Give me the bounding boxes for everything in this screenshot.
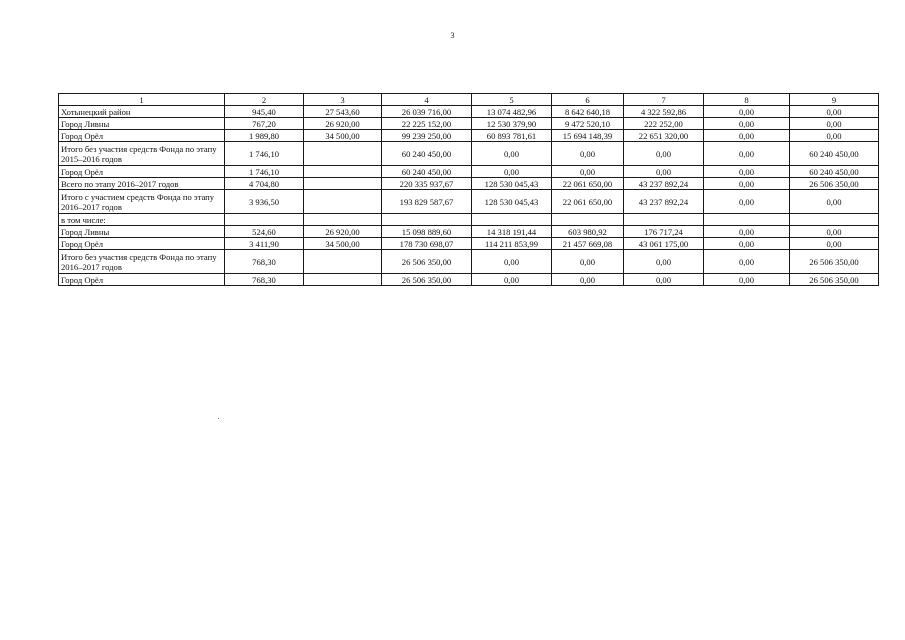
header-cell: 2 xyxy=(225,94,304,106)
value-cell: 9 472 520,10 xyxy=(552,118,624,130)
row-label-cell: Город Орёл xyxy=(59,130,225,142)
value-cell: 768,30 xyxy=(225,274,304,286)
value-cell: 0,00 xyxy=(704,130,790,142)
header-cell: 4 xyxy=(382,94,472,106)
value-cell: 43 237 892,24 xyxy=(624,190,704,214)
value-cell: 34 500,00 xyxy=(304,130,382,142)
value-cell xyxy=(225,214,304,226)
row-label-cell: Итого без участия средств Фонда по этапу 2015–2016 годов xyxy=(59,142,225,166)
value-cell: 178 730 698,07 xyxy=(382,238,472,250)
value-cell: 26 920,00 xyxy=(304,118,382,130)
value-cell: 0,00 xyxy=(704,190,790,214)
row-label-cell: Город Ливны xyxy=(59,118,225,130)
value-cell: 0,00 xyxy=(472,250,552,274)
header-cell: 6 xyxy=(552,94,624,106)
value-cell: 8 642 640,18 xyxy=(552,106,624,118)
value-cell: 0,00 xyxy=(790,106,879,118)
table-row xyxy=(59,130,879,142)
scan-speck xyxy=(218,418,219,419)
table-header-row xyxy=(59,94,879,106)
value-cell: 4 322 592,86 xyxy=(624,106,704,118)
value-cell: 3 411,90 xyxy=(225,238,304,250)
value-cell: 27 543,60 xyxy=(304,106,382,118)
row-label-cell: Итого без участия средств Фонда по этапу 2016–2017 годов xyxy=(59,250,225,274)
value-cell: 60 240 450,00 xyxy=(790,142,879,166)
value-cell: 12 530 379,90 xyxy=(472,118,552,130)
value-cell: 0,00 xyxy=(552,166,624,178)
data-table xyxy=(58,93,879,286)
table-row xyxy=(59,142,879,166)
value-cell: 60 240 450,00 xyxy=(382,142,472,166)
table-row xyxy=(59,118,879,130)
value-cell: 0,00 xyxy=(704,250,790,274)
value-cell: 15 098 889,60 xyxy=(382,226,472,238)
value-cell: 22 061 650,00 xyxy=(552,190,624,214)
value-cell: 603 980,92 xyxy=(552,226,624,238)
value-cell: 0,00 xyxy=(790,238,879,250)
value-cell: 0,00 xyxy=(472,166,552,178)
value-cell: 26 039 716,00 xyxy=(382,106,472,118)
row-label-cell: в том числе: xyxy=(59,214,225,226)
value-cell: 0,00 xyxy=(704,106,790,118)
value-cell: 0,00 xyxy=(624,166,704,178)
value-cell: 26 506 350,00 xyxy=(790,274,879,286)
value-cell: 26 920,00 xyxy=(304,226,382,238)
value-cell: 3 936,50 xyxy=(225,190,304,214)
table-row xyxy=(59,238,879,250)
value-cell: 0,00 xyxy=(552,142,624,166)
value-cell xyxy=(382,214,472,226)
value-cell: 14 318 191,44 xyxy=(472,226,552,238)
header-cell: 5 xyxy=(472,94,552,106)
value-cell: 0,00 xyxy=(552,274,624,286)
value-cell: 0,00 xyxy=(704,178,790,190)
value-cell: 176 717,24 xyxy=(624,226,704,238)
value-cell: 1 746,10 xyxy=(225,142,304,166)
table-row xyxy=(59,178,879,190)
value-cell: 114 211 853,99 xyxy=(472,238,552,250)
value-cell: 0,00 xyxy=(624,142,704,166)
row-label-cell: Город Ливны xyxy=(59,226,225,238)
header-cell: 8 xyxy=(704,94,790,106)
header-cell: 3 xyxy=(304,94,382,106)
value-cell: 222 252,00 xyxy=(624,118,704,130)
value-cell: 22 061 650,00 xyxy=(552,178,624,190)
value-cell: 60 240 450,00 xyxy=(790,166,879,178)
value-cell: 0,00 xyxy=(704,118,790,130)
row-label-cell: Город Орёл xyxy=(59,166,225,178)
value-cell: 0,00 xyxy=(704,274,790,286)
value-cell xyxy=(624,214,704,226)
table-body xyxy=(59,94,879,286)
value-cell: 0,00 xyxy=(472,274,552,286)
row-label-cell: Итого с участием средств Фонда по этапу 2016–2017 годов xyxy=(59,190,225,214)
value-cell: 0,00 xyxy=(704,142,790,166)
value-cell: 767,20 xyxy=(225,118,304,130)
value-cell xyxy=(552,214,624,226)
value-cell: 0,00 xyxy=(624,274,704,286)
table-row xyxy=(59,250,879,274)
value-cell: 1 989,80 xyxy=(225,130,304,142)
value-cell: 60 240 450,00 xyxy=(382,166,472,178)
table-row xyxy=(59,274,879,286)
value-cell xyxy=(304,190,382,214)
value-cell: 99 239 250,00 xyxy=(382,130,472,142)
value-cell: 220 335 937,67 xyxy=(382,178,472,190)
value-cell xyxy=(304,142,382,166)
value-cell: 15 694 148,39 xyxy=(552,130,624,142)
value-cell: 43 237 892,24 xyxy=(624,178,704,190)
value-cell: 0,00 xyxy=(790,190,879,214)
value-cell: 0,00 xyxy=(704,226,790,238)
value-cell: 21 457 669,08 xyxy=(552,238,624,250)
value-cell: 13 074 482,96 xyxy=(472,106,552,118)
row-label-cell: Всего по этапу 2016–2017 годов xyxy=(59,178,225,190)
value-cell xyxy=(304,214,382,226)
value-cell: 1 746,10 xyxy=(225,166,304,178)
value-cell: 0,00 xyxy=(704,166,790,178)
value-cell: 26 506 350,00 xyxy=(382,250,472,274)
value-cell: 128 530 045,43 xyxy=(472,178,552,190)
value-cell xyxy=(790,214,879,226)
value-cell: 0,00 xyxy=(552,250,624,274)
value-cell xyxy=(304,178,382,190)
header-cell: 9 xyxy=(790,94,879,106)
table-row xyxy=(59,166,879,178)
row-label-cell: Хотынецкий район xyxy=(59,106,225,118)
table-row xyxy=(59,190,879,214)
value-cell: 128 530 045,43 xyxy=(472,190,552,214)
value-cell: 34 500,00 xyxy=(304,238,382,250)
value-cell: 26 506 350,00 xyxy=(382,274,472,286)
value-cell xyxy=(304,250,382,274)
value-cell: 0,00 xyxy=(704,238,790,250)
value-cell: 22 225 152,00 xyxy=(382,118,472,130)
value-cell: 43 061 175,00 xyxy=(624,238,704,250)
value-cell: 945,40 xyxy=(225,106,304,118)
row-label-cell: Город Орёл xyxy=(59,274,225,286)
table-row xyxy=(59,214,879,226)
value-cell: 0,00 xyxy=(790,118,879,130)
value-cell: 4 704,80 xyxy=(225,178,304,190)
value-cell: 0,00 xyxy=(624,250,704,274)
table-row xyxy=(59,106,879,118)
value-cell xyxy=(304,274,382,286)
header-cell: 7 xyxy=(624,94,704,106)
value-cell: 0,00 xyxy=(790,130,879,142)
value-cell: 60 893 781,61 xyxy=(472,130,552,142)
value-cell: 26 506 350,00 xyxy=(790,250,879,274)
table-row xyxy=(59,226,879,238)
header-cell: 1 xyxy=(59,94,225,106)
value-cell: 22 651 320,00 xyxy=(624,130,704,142)
value-cell: 26 506 350,00 xyxy=(790,178,879,190)
value-cell xyxy=(704,214,790,226)
value-cell: 524,60 xyxy=(225,226,304,238)
row-label-cell: Город Орёл xyxy=(59,238,225,250)
value-cell: 768,30 xyxy=(225,250,304,274)
value-cell: 0,00 xyxy=(790,226,879,238)
value-cell: 193 829 587,67 xyxy=(382,190,472,214)
value-cell xyxy=(472,214,552,226)
value-cell: 0,00 xyxy=(472,142,552,166)
value-cell xyxy=(304,166,382,178)
page-number: 3 xyxy=(450,31,455,40)
